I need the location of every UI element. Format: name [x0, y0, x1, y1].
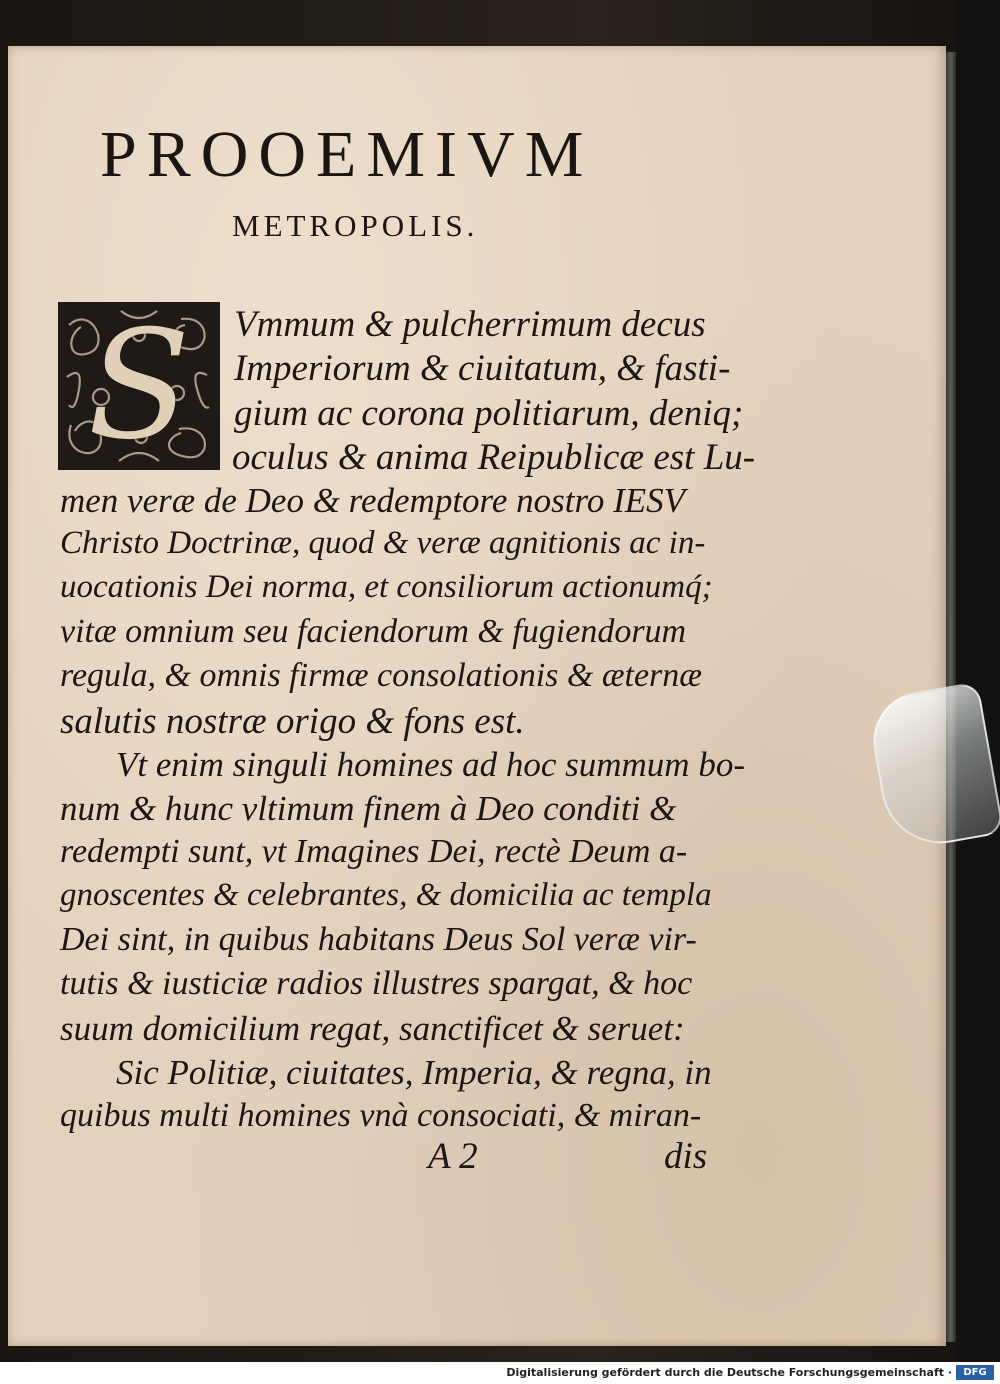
footer-credit: Digitalisierung gefördert durch die Deutsche Forschungsgemeinschaft · — [506, 1366, 952, 1379]
text-line: gium ac corona politiarum, deniq; — [234, 393, 744, 434]
text-line: redempti sunt, vt Imagines Dei, rectè Deum a- — [60, 833, 688, 870]
initial-letter: S — [87, 302, 191, 470]
text-line: num & hunc vltimum finem à Deo conditi & — [60, 789, 677, 828]
text-line: Christo Doctrinæ, quod & veræ agnitionis ac in- — [60, 525, 706, 561]
footer-bar — [0, 1362, 1000, 1384]
decorated-initial — [58, 302, 220, 470]
signature-mark: A 2 — [428, 1136, 478, 1177]
dfg-logo-icon: DFG — [956, 1365, 994, 1380]
text-line: Imperiorum & ciuitatum, & fasti- — [234, 348, 731, 389]
page-title: PROOEMIVM — [100, 118, 594, 191]
catchword: dis — [664, 1136, 708, 1177]
text-line: Sic Politiæ, ciuitates, Imperia, & regna, in — [116, 1053, 712, 1092]
text-line: suum domicilium regat, sanctificet & seruet: — [60, 1009, 685, 1048]
text-line: oculus & anima Reipublicæ est Lu- — [232, 437, 756, 478]
text-line: Vmmum & pulcherrimum decus — [234, 304, 706, 345]
text-line: Vt enim singuli homines ad hoc summum bo- — [116, 745, 745, 784]
text-line: men veræ de Deo & redemptore nostro IESV — [60, 481, 685, 520]
text-line: gnoscentes & celebrantes, & domicilia ac templa — [60, 877, 712, 913]
text-line: salutis nostræ origo & fons est. — [60, 701, 525, 742]
text-line: vitæ omnium seu faciendorum & fugiendorum — [60, 613, 687, 650]
scanner-surface — [956, 0, 1000, 1362]
text-line: regula, & omnis firmæ consolationis & æternæ — [60, 657, 702, 694]
text-line: tutis & iusticiæ radios illustres spargat, & hoc — [60, 965, 693, 1002]
page-subtitle: METROPOLIS. — [232, 208, 479, 243]
text-line: uocationis Dei norma, et consiliorum actionumq́; — [60, 569, 713, 605]
text-line: quibus multi homines vnà consociati, & miran- — [60, 1097, 702, 1134]
text-line: Dei sint, in quibus habitans Deus Sol veræ vir- — [60, 921, 697, 958]
